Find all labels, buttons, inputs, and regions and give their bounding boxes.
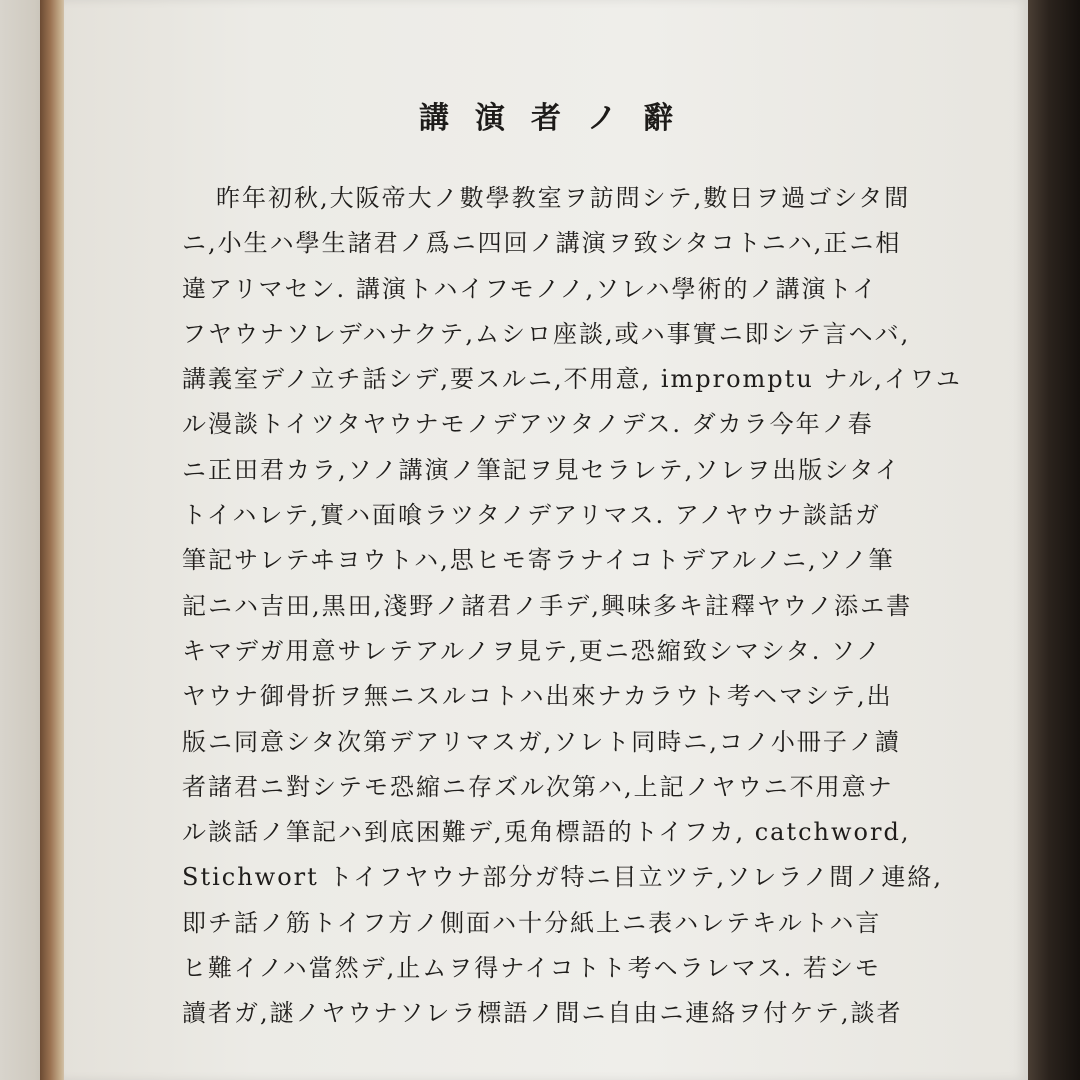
text-line: ル談話ノ筆記ハ到底困難デ,兎角標語的トイフカ, catchword, [182,818,911,847]
text-line: トイハレテ,實ハ面喰ラツタノデアリマス. アノヤウナ談話ガ [182,501,881,530]
text-line: 版ニ同意シタ次第デアリマスガ,ソレト同時ニ,コノ小冊子ノ讀 [182,727,901,756]
text-line: フヤウナソレデハナクテ,ムシロ座談,或ハ事實ニ即シテ言ヘバ, [182,319,911,348]
text-line: 筆記サレテヰヨウトハ,思ヒモ寄ラナイコトデアルノニ,ソノ筆 [182,546,895,575]
book-page [64,0,1028,1080]
text-line: 昨年初秋,大阪帝大ノ數學教室ヲ訪問シテ,數日ヲ過ゴシタ間 [216,184,911,212]
text-line: 講義室デノ立チ話シデ,要スルニ,不用意, impromptu ナル,イワユ [182,365,962,394]
page-title: 講演者ノ辭 [419,101,699,136]
text-line: 即チ話ノ筋トイフ方ノ側面ハ十分紙上ニ表ハレテキルトハ言 [182,908,882,937]
text-line: 違アリマセン. 講演トハイフモノノ,ソレハ學術的ノ講演トイ [182,274,879,303]
text-line: 記ニハ吉田,黒田,淺野ノ諸君ノ手デ,興味多キ註釋ヤウノ添エ書 [182,591,913,620]
body-text [182,176,982,1037]
book-cover-edge [1028,0,1080,1080]
text-line: ヤウナ御骨折ヲ無ニスルコトハ出來ナカラウト考ヘマシテ,出 [182,682,893,711]
text-line: 者諸君ニ對シテモ恐縮ニ存ズル次第ハ,上記ノヤウニ不用意ナ [182,772,894,801]
text-line: ヒ難イノハ當然デ,止ムヲ得ナイコトト考ヘラレマス. 若シモ [182,954,881,983]
text-line: 讀者ガ,謎ノヤウナソレラ標語ノ間ニ自由ニ連絡ヲ付ケテ,談者 [182,999,903,1028]
text-line: Stichwort トイフヤウナ部分ガ特ニ目立ツテ,ソレラノ間ノ連絡, [182,863,944,892]
text-line: ル漫談トイツタヤウナモノデアツタノデス. ダカラ今年ノ春 [182,410,874,439]
text-line: ニ,小生ハ學生諸君ノ爲ニ四回ノ講演ヲ致シタコトニハ,正ニ相 [182,229,902,258]
text-line: キマデガ用意サレテアルノヲ見テ,更ニ恐縮致シマシタ. ソノ [182,636,883,665]
text-line: ニ正田君カラ,ソノ講演ノ筆記ヲ見セラレテ,ソレヲ出版シタイ [182,455,901,484]
